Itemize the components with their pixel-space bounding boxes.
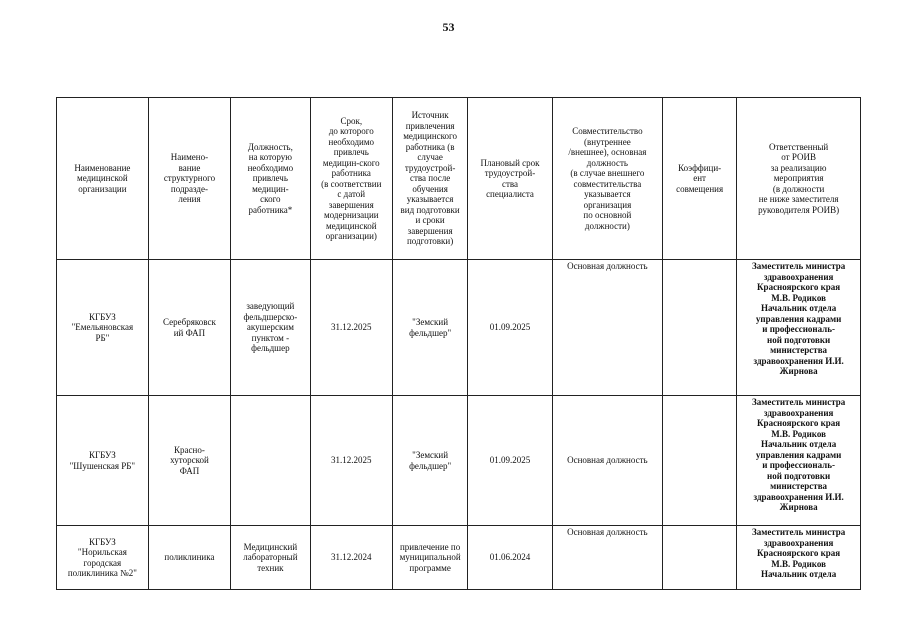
- cell-source: "Земский фельдшер": [393, 396, 468, 526]
- cell-responsible: Заместитель министра здравоохранения Красноярского края М.В. Родиков Начальник отдела управления кадрами и профессиональ- ной подготовки министерства здравоохранения И.И. Жирнова: [737, 260, 861, 396]
- cell-unit: Красно- хуторской ФАП: [148, 396, 230, 526]
- table-header-row: [57, 98, 861, 260]
- cell-deadline: 31.12.2025: [310, 260, 392, 396]
- cell-planned-date: 01.09.2025: [468, 260, 553, 396]
- cell-position: заведующий фельдшерско- акушерским пунктом - фельдшер: [231, 260, 310, 396]
- cell-responsible: Заместитель министра здравоохранения Красноярского края М.В. Родиков Начальник отдела: [737, 526, 861, 590]
- cell-responsible: Заместитель министра здравоохранения Красноярского края М.В. Родиков Начальник отдела управления кадрами и профессиональ- ной подготовки министерства здравоохранения И.И. Жирнова: [737, 396, 861, 526]
- cell-planned-date: 01.06.2024: [468, 526, 553, 590]
- page-number: 53: [442, 20, 455, 34]
- cell-deadline: 31.12.2025: [310, 396, 392, 526]
- cell-unit: Серебряковск ий ФАП: [148, 260, 230, 396]
- header-structural-unit: Наимено- вание структурного подразде- ления: [148, 98, 230, 260]
- cell-org: КГБУЗ "Емельяновская РБ": [57, 260, 149, 396]
- cell-source: привлечение по муниципальной программе: [393, 526, 468, 590]
- header-combination: Совместительство (внутреннее /внешнее), основная должность (в случае внешнего совместительства указывается организация по основной должности): [552, 98, 662, 260]
- cell-coefficient: [663, 396, 737, 526]
- header-position: Должность, на которую необходимо привлечь медицин- ского работника*: [231, 98, 310, 260]
- header-source: Источник привлечения медицинского работника (в случае трудоустрой- ства после обучения указывается вид подготовки и сроки завершения подготовки): [393, 98, 468, 260]
- cell-org: КГБУЗ "Шушенская РБ": [57, 396, 149, 526]
- header-planned-date: Плановый срок трудоустрой- ства специалиста: [468, 98, 553, 260]
- cell-combination: Основная должность: [552, 526, 662, 590]
- table-row: [57, 396, 861, 526]
- cell-source: "Земский фельдшер": [393, 260, 468, 396]
- cell-combination: Основная должность: [552, 260, 662, 396]
- staffing-table: [56, 97, 861, 590]
- header-responsible: Ответственный от РОИВ за реализацию мероприятия (в должности не ниже заместителя руководителя РОИВ): [737, 98, 861, 260]
- cell-position: [231, 396, 310, 526]
- table-row: [57, 526, 861, 590]
- cell-unit: поликлиника: [148, 526, 230, 590]
- cell-org: КГБУЗ "Норильская городская поликлиника №2": [57, 526, 149, 590]
- header-org-name: Наименование медицинской организации: [57, 98, 149, 260]
- cell-combination: Основная должность: [552, 396, 662, 526]
- header-coefficient: Коэффици- ент совмещения: [663, 98, 737, 260]
- header-deadline: Срок, до которого необходимо привлечь медицин-ского работника (в соответствии с датой завершения модернизации медицинской организации): [310, 98, 392, 260]
- cell-coefficient: [663, 526, 737, 590]
- cell-coefficient: [663, 260, 737, 396]
- cell-planned-date: 01.09.2025: [468, 396, 553, 526]
- cell-deadline: 31.12.2024: [310, 526, 392, 590]
- cell-position: Медицинский лабораторный техник: [231, 526, 310, 590]
- table-row: [57, 260, 861, 396]
